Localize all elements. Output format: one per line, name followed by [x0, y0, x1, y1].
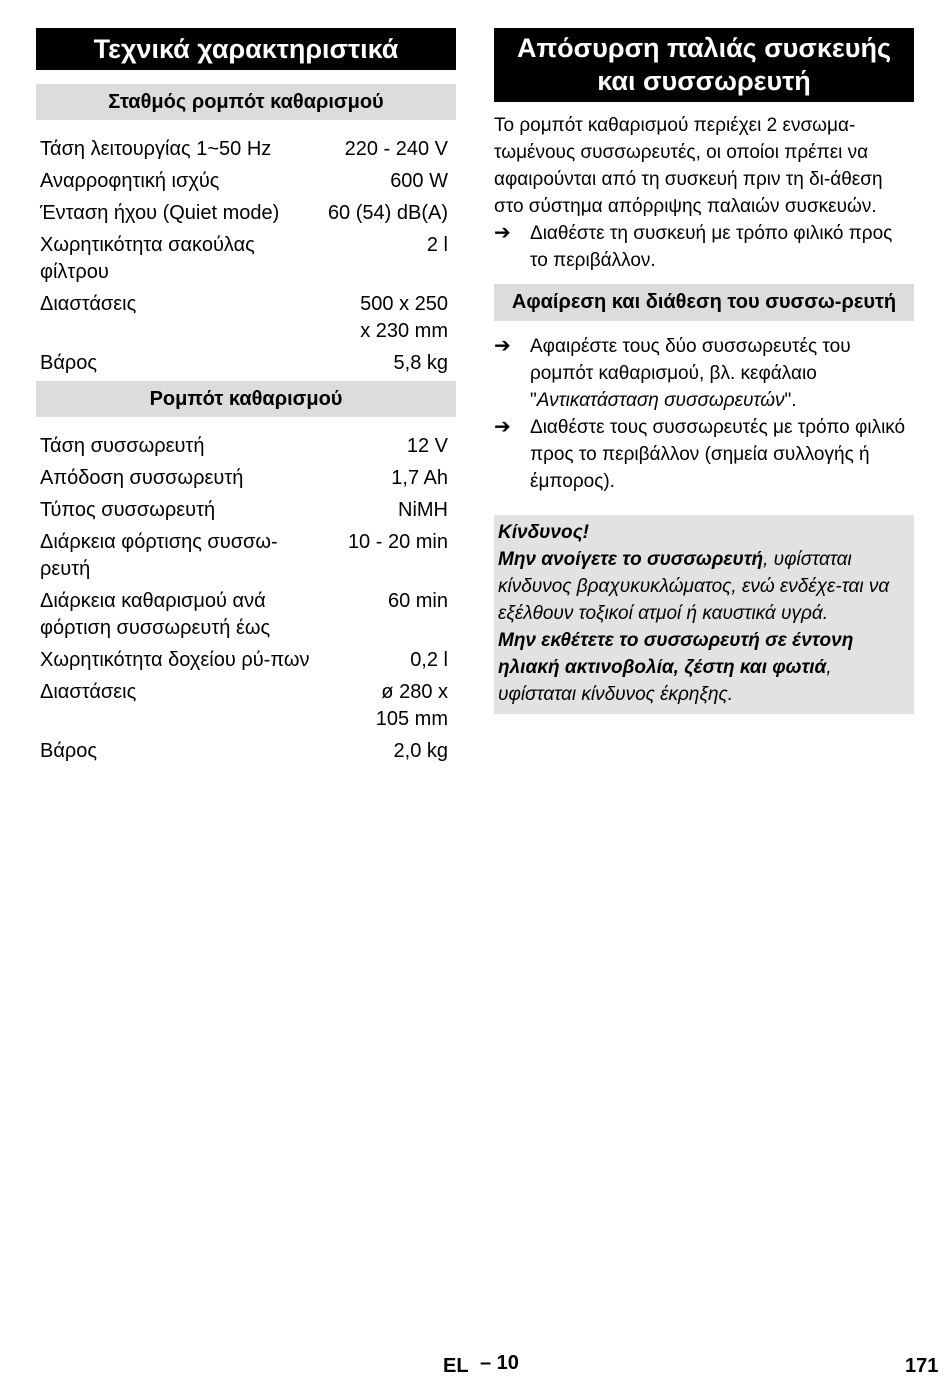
spec-label: Βάρος	[40, 352, 98, 374]
list-item	[494, 220, 914, 274]
spec-row	[36, 583, 456, 642]
danger-warning-bold: Μην εκθέτετε το συσσωρευτή σε έντονη ηλιακή ακτινοβολία, ζέστη και φωτιά	[498, 630, 854, 678]
spec-label: Ένταση ήχου (Quiet mode)	[40, 202, 280, 224]
step-text-part: Αφαιρέστε τους δύο συσσωρευτές του ρομπότ καθαρισμού, βλ. κεφάλαιο "	[530, 336, 851, 411]
arrow-icon: ➔	[494, 222, 511, 244]
step-text	[530, 333, 914, 414]
spec-label: Χωρητικότητα σακούλας φίλτρου	[40, 234, 255, 283]
spec-label: Βάρος	[40, 740, 98, 762]
spec-value: 2,0 kg	[393, 740, 448, 762]
step-text-part: ".	[784, 390, 797, 411]
station-spec-table	[36, 136, 456, 377]
step-text: Διαθέστε τους συσσωρευτές με τρόπο φιλικό προς το περιβάλλον (σημεία συλλογής ή έμπορος).	[530, 417, 906, 492]
spec-row	[36, 642, 456, 674]
spec-value: NiMH	[398, 499, 448, 521]
arrow-icon: ➔	[494, 335, 511, 357]
battery-removal-heading: Αφαίρεση και διάθεση του συσσω-ρευτή	[494, 284, 914, 321]
list-item	[494, 333, 914, 414]
spec-label: Διαστάσεις	[40, 293, 137, 315]
step-text: Διαθέστε τη συσκευή με τρόπο φιλικό προς το περιβάλλον.	[530, 223, 893, 271]
spec-row	[36, 733, 456, 765]
spec-label: Αναρροφητική ισχύς	[40, 170, 220, 192]
spec-row	[36, 492, 456, 524]
spec-value: 60 min	[387, 590, 448, 612]
arrow-icon: ➔	[494, 416, 511, 438]
spec-label: Τύπος συσσωρευτή	[40, 499, 216, 521]
spec-value: 1,7 Ah	[391, 467, 448, 489]
disposal-title	[494, 28, 914, 102]
spec-label: Τάση λειτουργίας 1~50 Hz	[40, 138, 272, 160]
disposal-title-line1: Απόσυρση παλιάς συσκευής	[517, 33, 891, 63]
spec-value: 5,8 kg	[393, 352, 448, 374]
technical-specs-column	[36, 28, 456, 765]
robot-heading: Ρομπότ καθαρισμού	[36, 381, 456, 417]
spec-row	[36, 345, 456, 377]
robot-spec-table	[36, 433, 456, 765]
spec-row	[36, 136, 456, 163]
danger-warning-bold: Μην ανοίγετε το συσσωρευτή	[498, 549, 764, 570]
spec-value: 60 (54) dB(A)	[327, 202, 448, 224]
chapter-reference: Αντικατάσταση συσσωρευτών	[536, 390, 785, 411]
spec-value: ø 280 x 105 mm	[375, 681, 448, 730]
spec-value: 600 W	[390, 170, 448, 192]
danger-box	[494, 515, 914, 714]
disposal-title-line2: και συσσωρευτή	[597, 66, 811, 96]
spec-value: 2 l	[426, 234, 448, 256]
spec-value: 220 - 240 V	[344, 138, 448, 160]
spec-row	[36, 195, 456, 227]
spec-label: Διαστάσεις	[40, 681, 137, 703]
spec-row	[36, 227, 456, 286]
spec-label: Χωρητικότητα δοχείου ρύ-πων	[40, 649, 310, 671]
spec-row	[36, 163, 456, 195]
list-item	[494, 414, 914, 495]
spec-value: 10 - 20 min	[347, 531, 448, 553]
spec-row	[36, 460, 456, 492]
danger-warning-text: , υφίσταται κίνδυνος έκρηξης.	[498, 657, 832, 705]
spec-label: Διάρκεια φόρτισης συσσω-ρευτή	[40, 531, 278, 580]
spec-value: 500 x 250 x 230 mm	[360, 293, 448, 342]
spec-row	[36, 286, 456, 345]
danger-warning-text: , υφίσταται κίνδυνος βραχυκυκλώματος, ενώ ενδέχε-ται να εξέλθουν τοξικοί ατμοί ή καυστικά υγρά.	[498, 549, 890, 624]
spec-row	[36, 433, 456, 460]
spec-label: Απόδοση συσσωρευτή	[40, 467, 244, 489]
spec-row	[36, 674, 456, 733]
spec-label: Τάση συσσωρευτή	[40, 435, 205, 457]
danger-title: Κίνδυνος!	[498, 522, 590, 543]
spec-value: 12 V	[406, 435, 448, 457]
disposal-intro: Το ρομπότ καθαρισμού περιέχει 2 ενσωμα-τωμένους συσσωρευτές, οι οποίοι πρέπει να αφαιρούνται από τη συσκευή πριν τη δι-άθεση στο σύστημα απόρριψης παλαιών συσκευών.	[494, 115, 883, 217]
footer-language: EL	[443, 1355, 469, 1377]
specs-title: Τεχνικά χαρακτηριστικά	[36, 28, 456, 70]
footer-local-page: – 10	[480, 1352, 519, 1374]
spec-value: 0,2 l	[410, 649, 448, 671]
page-number: 171	[905, 1355, 939, 1377]
spec-row	[36, 524, 456, 583]
spec-label: Διάρκεια καθαρισμού ανά φόρτιση συσσωρευτή έως	[40, 590, 271, 639]
station-heading: Σταθμός ρομπότ καθαρισμού	[36, 84, 456, 120]
disposal-column	[494, 28, 914, 714]
